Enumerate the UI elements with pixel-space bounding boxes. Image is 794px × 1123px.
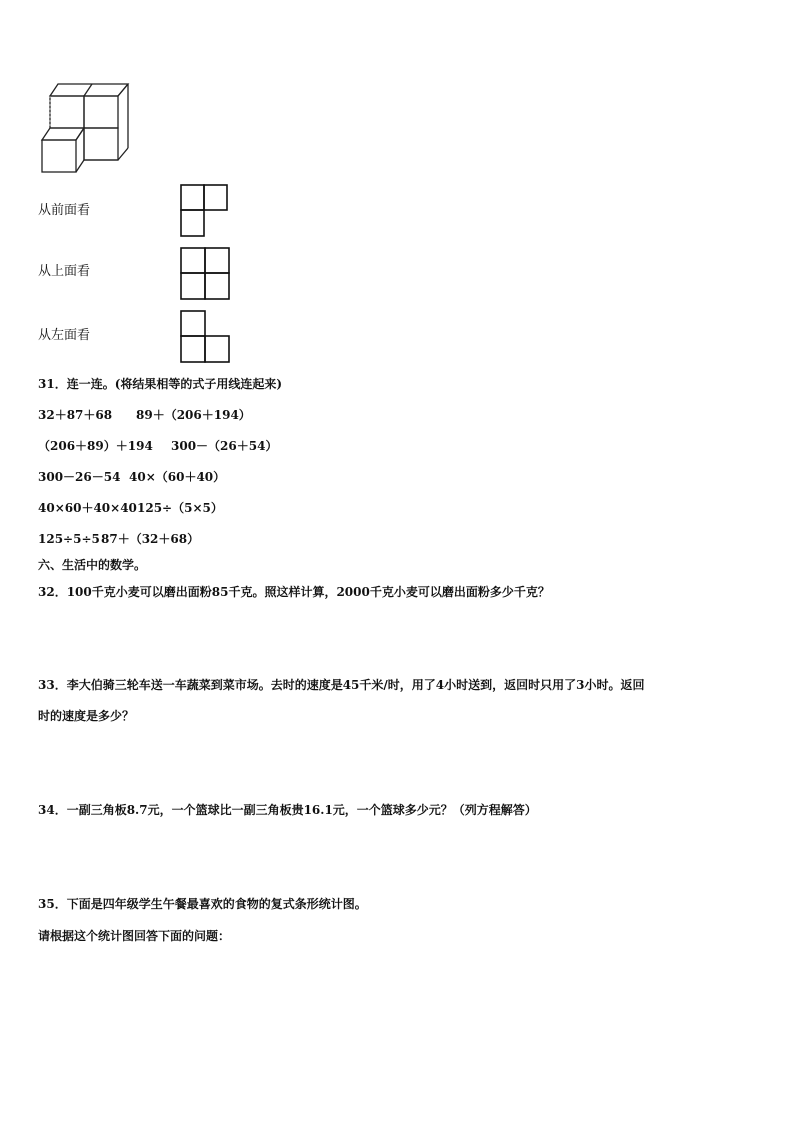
section-6-heading: 六、生活中的数学。: [38, 558, 147, 572]
q35-text-line-1: 35．下面是四年级学生午餐最喜欢的食物的复式条形统计图。: [38, 897, 367, 911]
q31-row-1-right: 89＋（206＋194）: [136, 408, 251, 422]
q32-text: 32．100千克小麦可以磨出面粉85千克。照这样计算，2000千克小麦可以磨出面粉多少千克？: [38, 585, 550, 599]
q31-title: 31．连一连。(将结果相等的式子用线连起来): [38, 377, 283, 391]
q35-text-line-2: 请根据这个统计图回答下面的问题：: [38, 929, 231, 943]
q31-row-4-right: 125÷（5×5）: [137, 501, 223, 515]
cube-figure: [40, 82, 132, 174]
view-label-left: 从左面看: [38, 328, 91, 343]
q31-row-5-left: 125÷5÷5: [38, 532, 100, 546]
q31-row-5-right: 87＋（32＋68）: [101, 532, 200, 546]
q31-row-1-left: 32＋87＋68: [38, 408, 113, 422]
q31-row-2-right: 300－（26＋54）: [171, 439, 278, 453]
q31-row-3-left: 300－26－54: [38, 470, 121, 484]
front-view-figure: [180, 184, 230, 238]
top-view-figure: [180, 247, 232, 301]
q31-row-4-left: 40×60＋40×40: [38, 501, 137, 515]
q31-row-3-right: 40×（60＋40）: [129, 470, 226, 484]
q31-row-2-left: （206＋89）＋194: [38, 439, 153, 453]
view-label-front: 从前面看: [38, 203, 91, 218]
q34-text: 34．一副三角板8.7元，一个篮球比一副三角板贵16.1元，一个篮球多少元？（列方程解答）: [38, 803, 537, 817]
view-label-top: 从上面看: [38, 264, 91, 279]
left-view-figure: [180, 310, 232, 364]
q33-text-line-2: 时的速度是多少？: [38, 709, 135, 723]
q33-text-line-1: 33．李大伯骑三轮车送一车蔬菜到菜市场。去时的速度是45千米/时，用了4小时送到，返回时只用了3小时。返回: [38, 678, 645, 692]
